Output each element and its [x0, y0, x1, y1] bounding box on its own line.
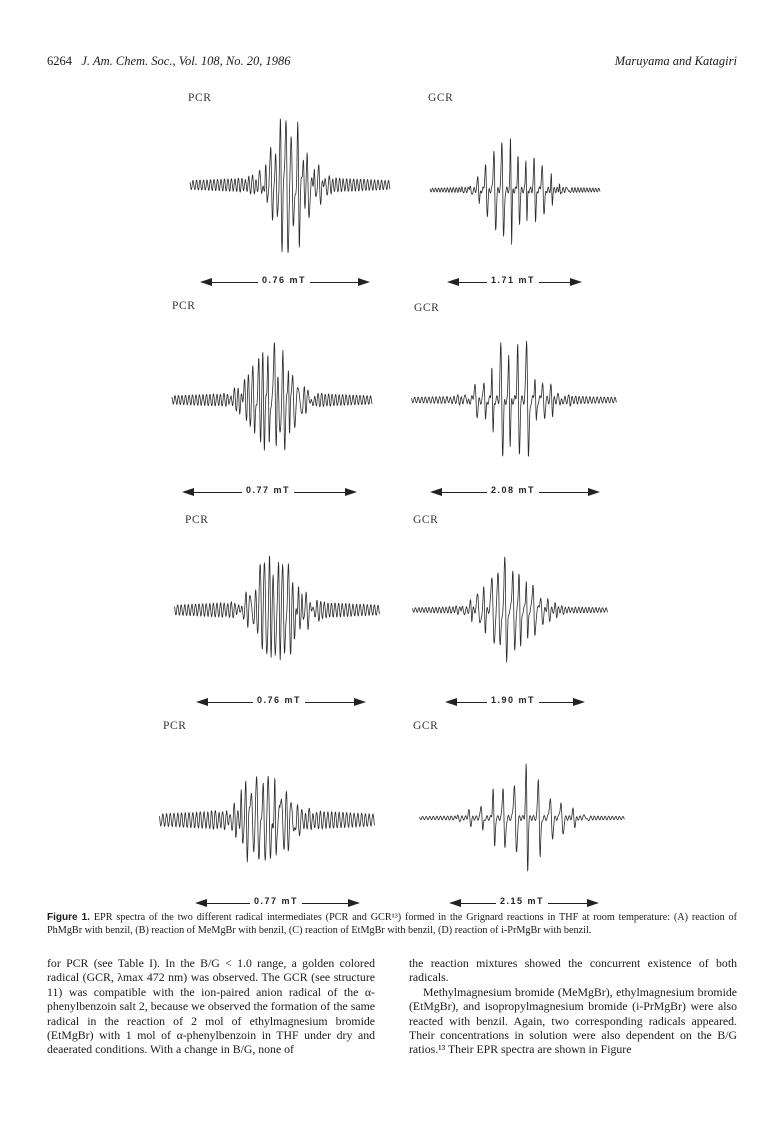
- scale-value: 2.15 mT: [496, 896, 548, 906]
- scale-bar-b-right: [430, 485, 600, 499]
- spectrum-d-pcr: [160, 740, 375, 890]
- body-paragraph: for PCR (see Table I). In the B/G < 1.0 range, a golden colored radical (GCR, λmax 472 nm) was observed. The GCR (see structure 11) was compatible with the ion-paired anion radical of the α-phenylbenzoin salt 2, because we observed the formation of the same radical in the reaction of 2 mol of ethylmagnesium bromide (EtMgBr) with 1 mol of α-phenylbenzoin in THF under dry and deaerated conditions. With a change in B/G, none of: [47, 956, 375, 1057]
- running-header-authors: Maruyama and Katagiri: [614, 54, 737, 68]
- spectrum-a-pcr: [190, 100, 390, 270]
- panel-c-right-label: GCR: [413, 514, 439, 526]
- journal-citation: J. Am. Chem. Soc., Vol. 108, No. 20, 1986: [81, 54, 291, 68]
- scale-bar-a-right: [447, 275, 582, 289]
- panel-b-right-label: GCR: [414, 302, 440, 314]
- spectrum-a-gcr: [430, 110, 600, 260]
- spectrum-c-pcr: [175, 525, 380, 690]
- scale-value: 0.76 mT: [253, 695, 305, 705]
- body-column-right: [409, 956, 737, 1057]
- body-paragraph: the reaction mixtures showed the concurrent existence of both radicals.: [409, 956, 737, 985]
- caption-label: Figure 1.: [47, 912, 90, 923]
- scale-value: 0.77 mT: [250, 896, 302, 906]
- panel-a-right-label: GCR: [428, 92, 454, 104]
- scale-value: 1.90 mT: [487, 695, 539, 705]
- spectrum-c-gcr: [413, 535, 608, 685]
- panel-d-left-label: PCR: [163, 720, 187, 732]
- body-column-left: [47, 956, 375, 1057]
- body-paragraph: Methylmagnesium bromide (MeMgBr), ethylmagnesium bromide (EtMgBr), and isopropylmagnesium bromide (i-PrMgBr) were also reacted with benzil. Again, two corresponding radicals appeared. Their concentrations in solution were also dependent on the B/G ratios.¹³ Their EPR spectra are shown in Figure: [409, 984, 737, 1057]
- scale-value: 1.71 mT: [487, 275, 539, 285]
- panel-a-left-label: PCR: [188, 92, 212, 104]
- running-header-left: [47, 54, 291, 69]
- caption-text: EPR spectra of the two different radical intermediates (PCR and GCR¹³) formed in the Grignard reactions in THF at room temperature: (A) reaction of PhMgBr with benzil, (B) reaction of MeMgBr with benzil, (C) reaction of EtMgBr with benzil, (D) reaction of i-PrMgBr with benzil.: [47, 912, 738, 936]
- scale-bar-a-left: [200, 275, 370, 289]
- panel-d-right-label: GCR: [413, 720, 439, 732]
- spectrum-b-gcr: [412, 310, 617, 480]
- scale-bar-b-left: [182, 485, 357, 499]
- scale-bar-c-left: [196, 695, 366, 709]
- scale-value: 0.77 mT: [242, 485, 294, 495]
- scale-bar-d-right: [449, 896, 599, 910]
- spectrum-d-gcr: [420, 740, 625, 890]
- page-number: 6264: [47, 54, 72, 68]
- scale-bar-d-left: [195, 896, 360, 910]
- scale-value: 2.08 mT: [487, 485, 539, 495]
- panel-b-left-label: PCR: [172, 300, 196, 312]
- figure-caption: [47, 912, 737, 937]
- scale-value: 0.76 mT: [258, 275, 310, 285]
- panel-c-left-label: PCR: [185, 514, 209, 526]
- scale-bar-c-right: [445, 695, 585, 709]
- spectrum-b-pcr: [172, 315, 372, 480]
